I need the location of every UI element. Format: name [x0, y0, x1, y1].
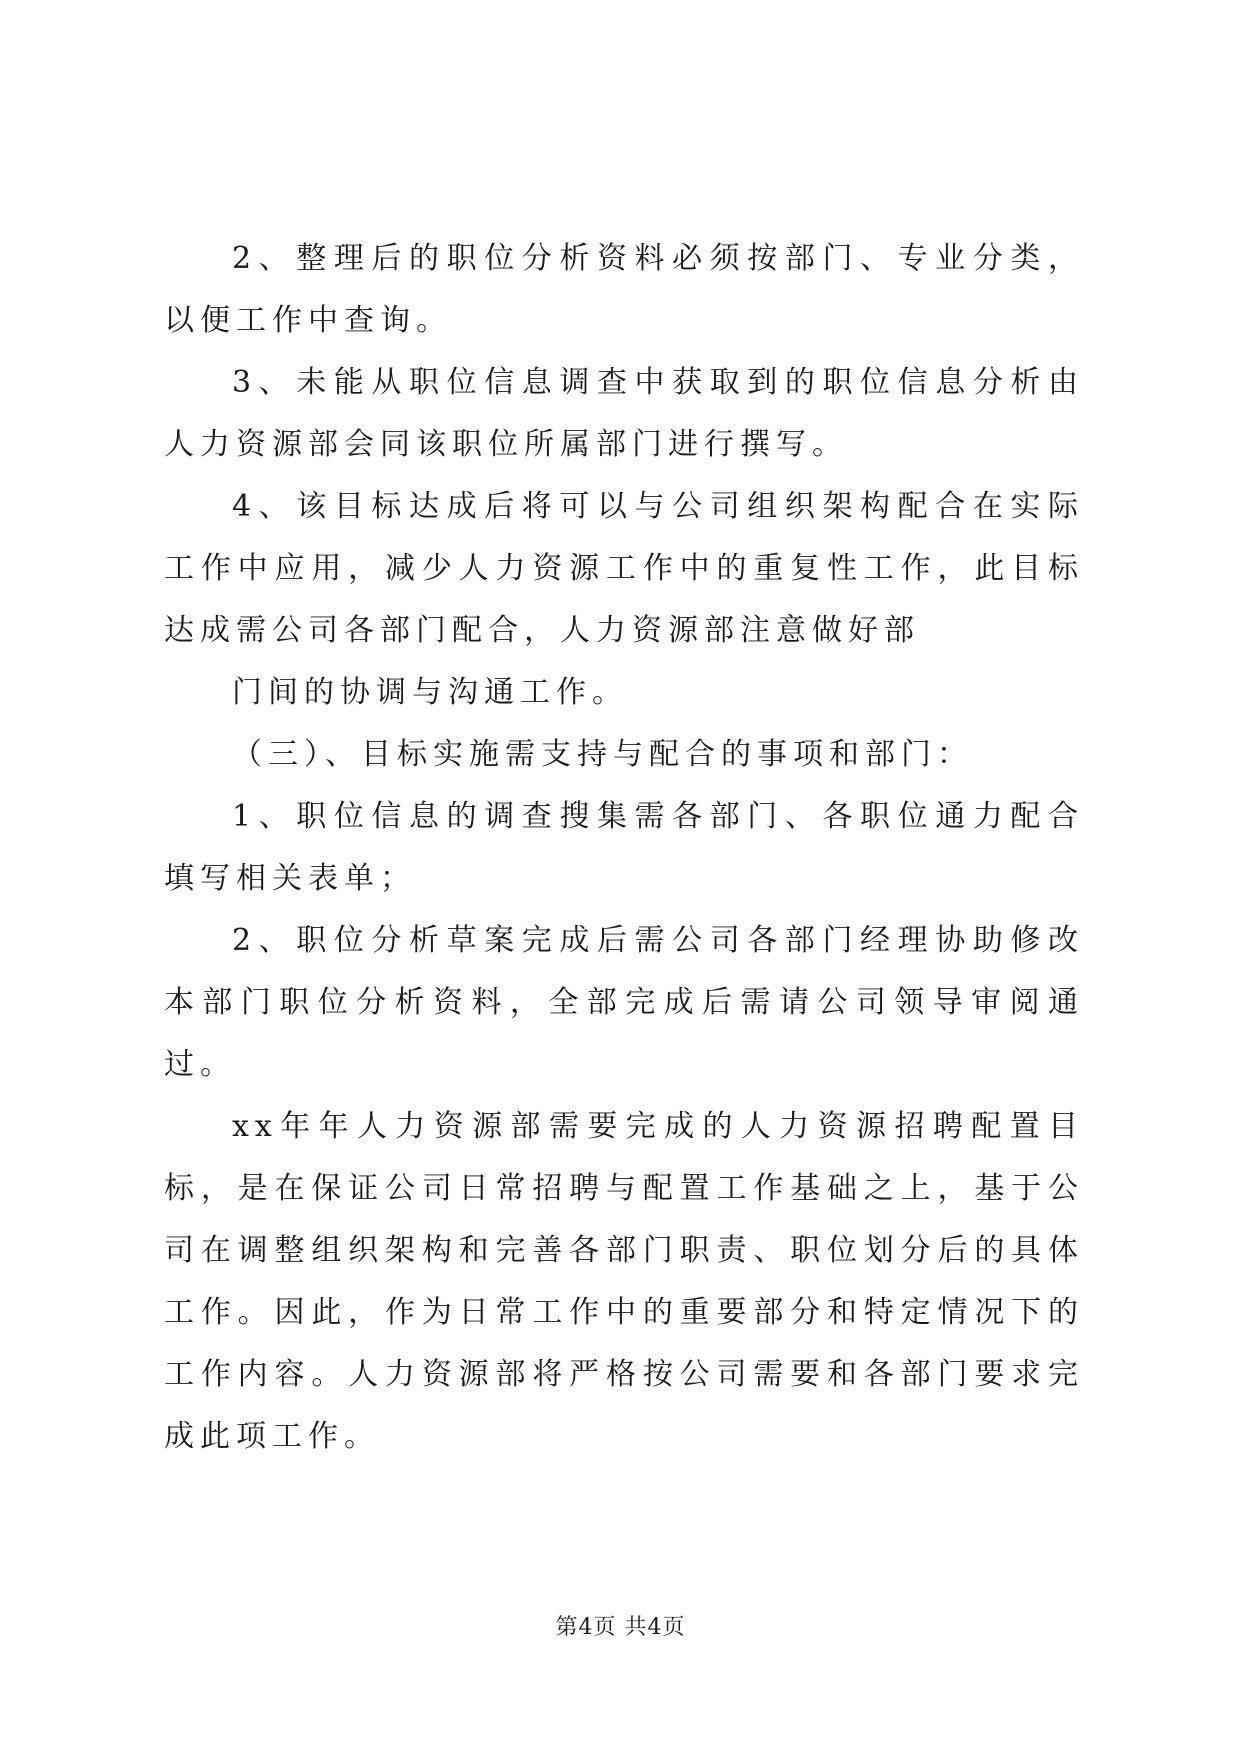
paragraph-item-2-sorting: 2、整理后的职位分析资料必须按部门、专业分类，以便工作中查询。 [164, 241, 1084, 338]
paragraph-item-4-application: 4、该目标达成后将可以与公司组织架构配合在实际工作中应用，减少人力资源工作中的重复性工作，此目标达成需公司各部门配合，人力资源部注意做好部 [164, 489, 1084, 648]
section-heading-three: （三）、目标实施需支持与配合的事项和部门： [232, 737, 973, 772]
page-footer: 第4页 共4页 [555, 1615, 686, 1640]
paragraph-recruitment-goal: xx年年人力资源部需要完成的人力资源招聘配置目标，是在保证公司日常招聘与配置工作基础之上，基于公司在调整组织架构和完善各部门职责、职位划分后的具体工作。因此，作为日常工作中的重要部分和特定情况下的工作内容。人力资源部将严格按公司需要和各部门要求完成此项工作。 [164, 1109, 1084, 1454]
paragraph-item-3-writing: 3、未能从职位信息调查中获取到的职位信息分析由人力资源部会同该职位所属部门进行撰写。 [164, 365, 1084, 462]
paragraph-support-2: 2、职位分析草案完成后需公司各部门经理协助修改本部门职位分析资料，全部完成后需请公司领导审阅通过。 [164, 923, 1084, 1082]
paragraph-item-4-continuation: 门间的协调与沟通工作。 [232, 675, 628, 710]
document-body [164, 228, 1084, 1468]
paragraph-support-1: 1、职位信息的调查搜集需各部门、各职位通力配合填写相关表单； [164, 799, 1084, 896]
